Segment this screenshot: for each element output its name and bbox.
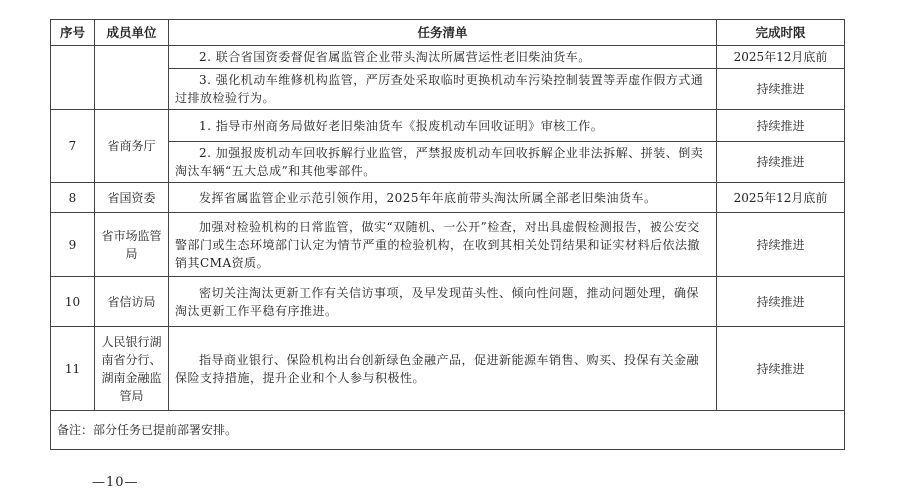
row-number: 9 [51, 213, 95, 277]
row-deadline: 2025年12月底前 [717, 183, 845, 213]
row-number [51, 46, 95, 110]
table-row [51, 46, 845, 69]
row-unit: 省国资委 [95, 183, 169, 213]
row-number: 8 [51, 183, 95, 213]
header-deadline: 完成时限 [717, 20, 845, 46]
note-row [51, 411, 845, 450]
row-unit [95, 46, 169, 110]
page-number: —10— [92, 475, 139, 490]
row-deadline: 持续推进 [717, 142, 845, 183]
row-task: 加强对检验机构的日常监管，做实“双随机、一公开”检查，对出具虚假检测报告，被公安交警部门或生态环境部门认定为情节严重的检验机构，在收到其相关处罚结果和证实材料后依法撤销其CMA资质。 [169, 213, 717, 277]
row-number: 7 [51, 110, 95, 183]
table-row [51, 69, 845, 110]
table-row [51, 213, 845, 277]
table-row [51, 183, 845, 213]
row-task: 密切关注淘汰更新工作有关信访事项，及早发现苗头性、倾向性问题，推动问题处理，确保淘汰更新工作平稳有序推进。 [169, 277, 717, 327]
row-task: 2. 联合省国资委督促省属监管企业带头淘汰所属营运性老旧柴油货车。 [169, 46, 717, 69]
task-table [50, 19, 845, 450]
header-no: 序号 [51, 20, 95, 46]
row-task: 2. 加强报废机动车回收拆解行业监管，严禁报废机动车回收拆解企业非法拆解、拼装、倒卖淘汰车辆“五大总成”和其他零部件。 [169, 142, 717, 183]
table-header-row [51, 20, 845, 46]
row-deadline: 持续推进 [717, 110, 845, 142]
row-number: 11 [51, 327, 95, 411]
table-row [51, 277, 845, 327]
table-note: 备注：部分任务已提前部署安排。 [51, 411, 845, 450]
row-deadline: 持续推进 [717, 277, 845, 327]
table-row [51, 142, 845, 183]
row-unit: 省信访局 [95, 277, 169, 327]
row-unit: 省商务厅 [95, 110, 169, 183]
row-task: 指导商业银行、保险机构出台创新绿色金融产品，促进新能源车销售、购买、投保有关金融保险支持措施，提升企业和个人参与积极性。 [169, 327, 717, 411]
row-deadline: 持续推进 [717, 327, 845, 411]
row-number: 10 [51, 277, 95, 327]
row-task: 1. 指导市州商务局做好老旧柴油货车《报废机动车回收证明》审核工作。 [169, 110, 717, 142]
row-task: 发挥省属监管企业示范引领作用，2025年年底前带头淘汰所属全部老旧柴油货车。 [169, 183, 717, 213]
header-unit: 成员单位 [95, 20, 169, 46]
table-row [51, 110, 845, 142]
row-deadline: 2025年12月底前 [717, 46, 845, 69]
row-unit: 人民银行湖南省分行、湖南金融监管局 [95, 327, 169, 411]
row-unit: 省市场监管局 [95, 213, 169, 277]
row-task: 3. 强化机动车维修机构监管，严厉查处采取临时更换机动车污染控制装置等弄虚作假方式通过排放检验行为。 [169, 69, 717, 110]
table-row [51, 327, 845, 411]
header-task: 任务清单 [169, 20, 717, 46]
row-deadline: 持续推进 [717, 213, 845, 277]
row-deadline: 持续推进 [717, 69, 845, 110]
